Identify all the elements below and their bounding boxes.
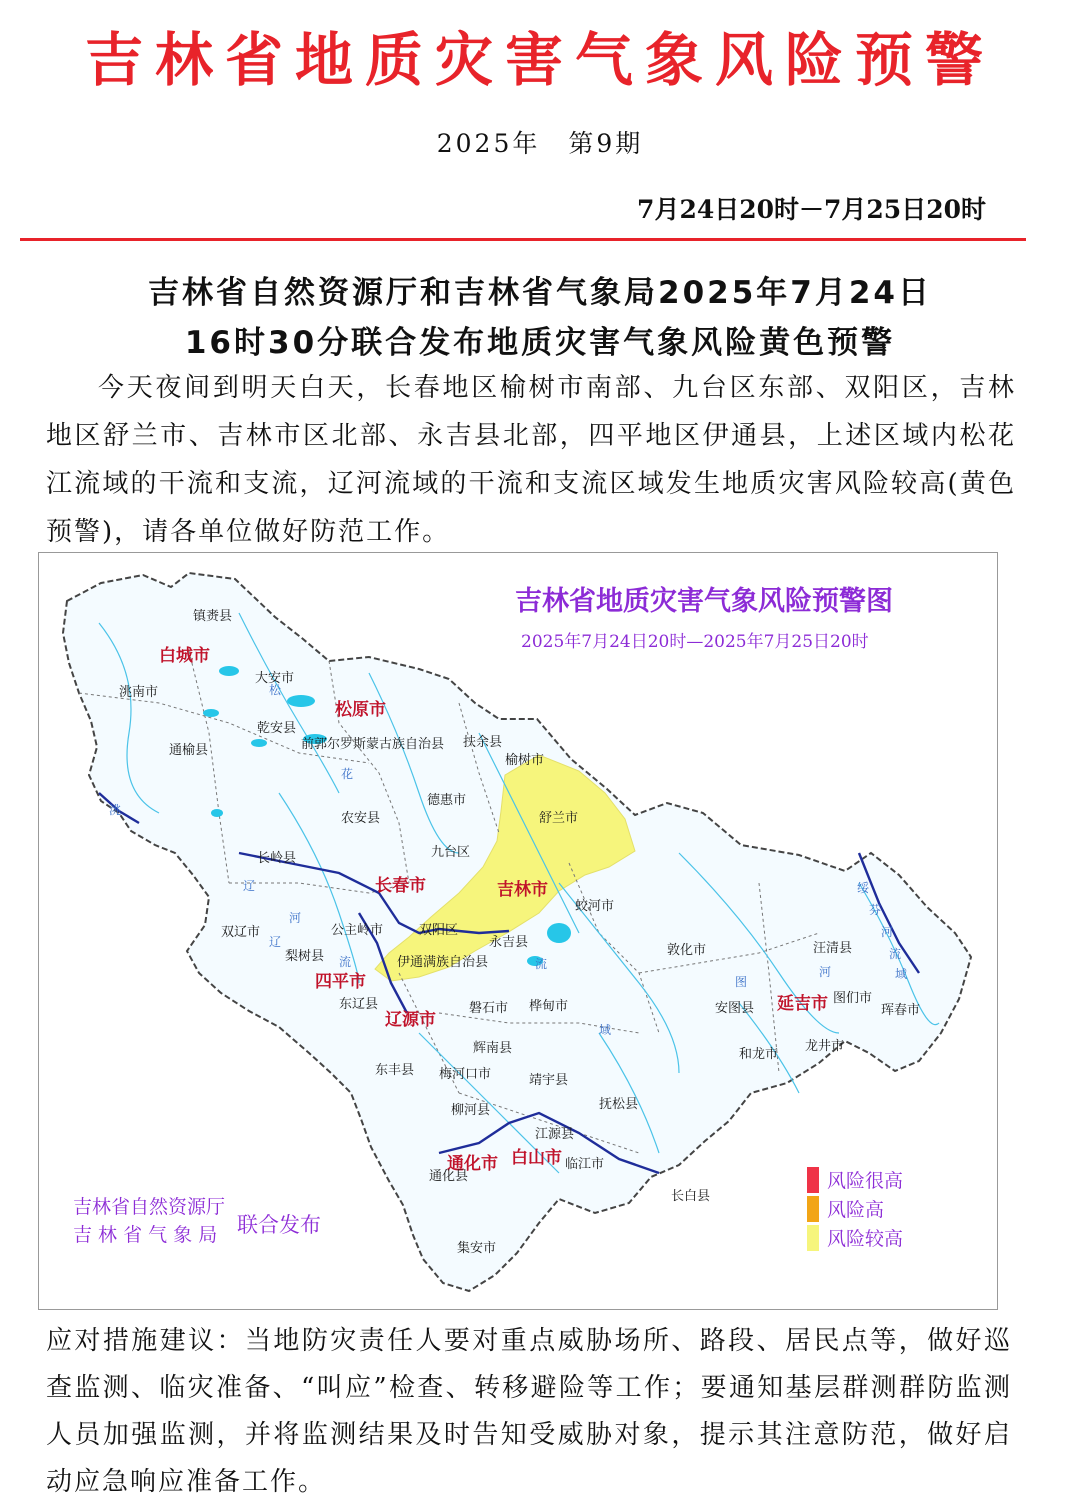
- county-label-qianan: 乾安县: [257, 721, 297, 736]
- river-label: 洮: [109, 803, 122, 817]
- county-label-changling: 长岭县: [257, 851, 297, 866]
- issue-number: 2025年 第9期: [436, 129, 644, 158]
- county-label-linjiang: 临江市: [565, 1157, 605, 1172]
- header-divider: [20, 238, 1026, 241]
- river-label: 辽: [243, 879, 256, 893]
- legend-label-moderate: 风险较高: [827, 1228, 904, 1250]
- river-label: 辽: [269, 935, 282, 949]
- river-label: 松: [269, 683, 282, 697]
- river-label: 域: [599, 1023, 612, 1037]
- river-label: 域: [895, 967, 908, 981]
- legend-swatch-high: [807, 1196, 819, 1222]
- county-label-huinan: 辉南县: [473, 1041, 513, 1056]
- headline-line-2: 16时30分联合发布地质灾害气象风险黄色预警: [184, 325, 896, 361]
- county-label-nongan: 农安县: [341, 811, 381, 826]
- map-publisher: [73, 1193, 225, 1249]
- legend-label-very-high: 风险很高: [827, 1170, 904, 1192]
- city-label-siping: 四平市: [315, 972, 366, 992]
- river-label: 河: [289, 911, 302, 925]
- county-label-lishu: 梨树县: [285, 949, 325, 964]
- county-label-meihekou: 梅河口市: [439, 1067, 492, 1082]
- city-label-baishan: 白山市: [511, 1148, 562, 1168]
- county-label-qianguo: 前郭尔罗斯蒙古族自治县: [301, 737, 445, 752]
- legend-item-moderate: [807, 1223, 903, 1252]
- document-title: 吉林省地质灾害气象风险预警: [84, 26, 995, 94]
- city-label-changchun: 长春市: [375, 876, 426, 896]
- county-label-jian: 集安市: [457, 1241, 497, 1256]
- publisher-line-2: 吉 林 省 气 象 局: [73, 1224, 218, 1246]
- river-label: 流: [889, 947, 902, 961]
- river-label: 流: [535, 957, 548, 971]
- county-label-yitong: 伊通满族自治县: [397, 955, 489, 970]
- legend-item-high: [807, 1194, 903, 1223]
- river-label: 图: [735, 975, 748, 989]
- county-label-jingyu: 靖宇县: [529, 1073, 569, 1088]
- county-label-yongji: 永吉县: [489, 935, 529, 950]
- publisher-line-1: 吉林省自然资源厅: [73, 1196, 226, 1218]
- headline-line-1: 吉林省自然资源厅和吉林省气象局2025年7月24日: [148, 275, 932, 311]
- river-label: 河: [819, 965, 832, 979]
- county-label-fuyu: 扶余县: [463, 735, 503, 750]
- county-label-daan: 大安市: [255, 671, 295, 686]
- county-label-antu: 安图县: [715, 1001, 755, 1016]
- city-label-tonghua: 通化市: [447, 1154, 498, 1174]
- legend-item-very-high: [807, 1165, 903, 1194]
- county-label-wangqing: 汪清县: [813, 941, 853, 956]
- county-label-taonan: 洮南市: [119, 685, 159, 700]
- river-label: 河: [881, 925, 894, 939]
- county-label-jiutai: 九台区: [431, 845, 471, 860]
- river-label: 芬: [869, 903, 882, 917]
- county-label-liuhe: 柳河县: [451, 1103, 491, 1118]
- risk-map: [38, 552, 998, 1310]
- county-label-helong: 和龙市: [739, 1047, 779, 1062]
- county-label-dongliao: 东辽县: [339, 997, 379, 1012]
- county-label-shulan: 舒兰市: [539, 811, 579, 826]
- county-label-yushu: 榆树市: [505, 753, 545, 768]
- county-label-shuangliao: 双辽市: [221, 925, 261, 940]
- city-label-yanji: 延吉市: [777, 994, 828, 1014]
- county-label-changbai: 长白县: [671, 1189, 711, 1204]
- county-label-fusong: 抚松县: [599, 1097, 639, 1112]
- river-label: 流: [339, 955, 352, 969]
- warning-body: 今天夜间到明天白天，长春地区榆树市南部、九台区东部、双阳区，吉林地区舒兰市、吉林市区北部、永吉县北部，四平地区伊通县，上述区域内松花江流域的干流和支流，辽河流域的干流和支流区域发生地质灾害风险较高(黄色预警)，请各单位做好防范工作。: [46, 373, 1016, 547]
- city-label-baicheng: 白城市: [159, 646, 210, 666]
- county-label-zhenlai: 镇赉县: [193, 609, 233, 624]
- map-title: 吉林省地质灾害气象风险预警图: [515, 586, 893, 617]
- river-label: 绥: [857, 881, 870, 895]
- city-label-jilin: 吉林市: [497, 880, 548, 900]
- joint-release-label: 联合发布: [237, 1213, 321, 1237]
- response-advice: 应对措施建议：当地防灾责任人要对重点威胁场所、路段、居民点等，做好巡查监测、临灾准备、“叫应”检查、转移避险等工作；要通知基层群测群防监测人员加强监测，并将监测结果及时告知受威胁对象，提示其注意防范，做好启动应急响应准备工作。: [46, 1326, 1012, 1497]
- county-label-dehui: 德惠市: [427, 793, 467, 808]
- county-label-jiaohe: 蛟河市: [575, 899, 615, 914]
- city-label-liaoyuan: 辽源市: [385, 1010, 436, 1030]
- legend-label-high: 风险高: [827, 1199, 885, 1221]
- county-label-dongfeng: 东丰县: [375, 1063, 415, 1078]
- county-label-dunhua: 敦化市: [667, 943, 707, 958]
- county-label-tumen: 图们市: [833, 991, 873, 1006]
- warning-headline: [40, 268, 1040, 368]
- county-label-hunchun: 珲春市: [881, 1003, 921, 1018]
- map-subtitle: 2025年7月24日20时—2025年7月25日20时: [521, 632, 869, 652]
- county-label-tonghuaxian: 通化县: [429, 1169, 469, 1184]
- legend-swatch-moderate: [807, 1225, 819, 1251]
- legend-swatch-very-high: [807, 1167, 819, 1193]
- county-label-longjing: 龙井市: [805, 1039, 845, 1054]
- county-label-jiangyuan: 江源县: [535, 1127, 575, 1142]
- map-legend: [807, 1165, 903, 1252]
- valid-period: 7月24日20时－7月25日20时: [637, 195, 986, 224]
- county-label-panshi: 磐石市: [469, 1001, 509, 1016]
- county-label-tongyu: 通榆县: [169, 743, 209, 758]
- river-label: 花: [341, 767, 354, 781]
- county-label-huadian: 桦甸市: [529, 999, 569, 1014]
- city-label-songyuan: 松原市: [335, 700, 386, 720]
- county-label-gongzhuling: 公主岭市: [331, 923, 384, 938]
- county-label-shuangyang: 双阳区: [419, 923, 459, 938]
